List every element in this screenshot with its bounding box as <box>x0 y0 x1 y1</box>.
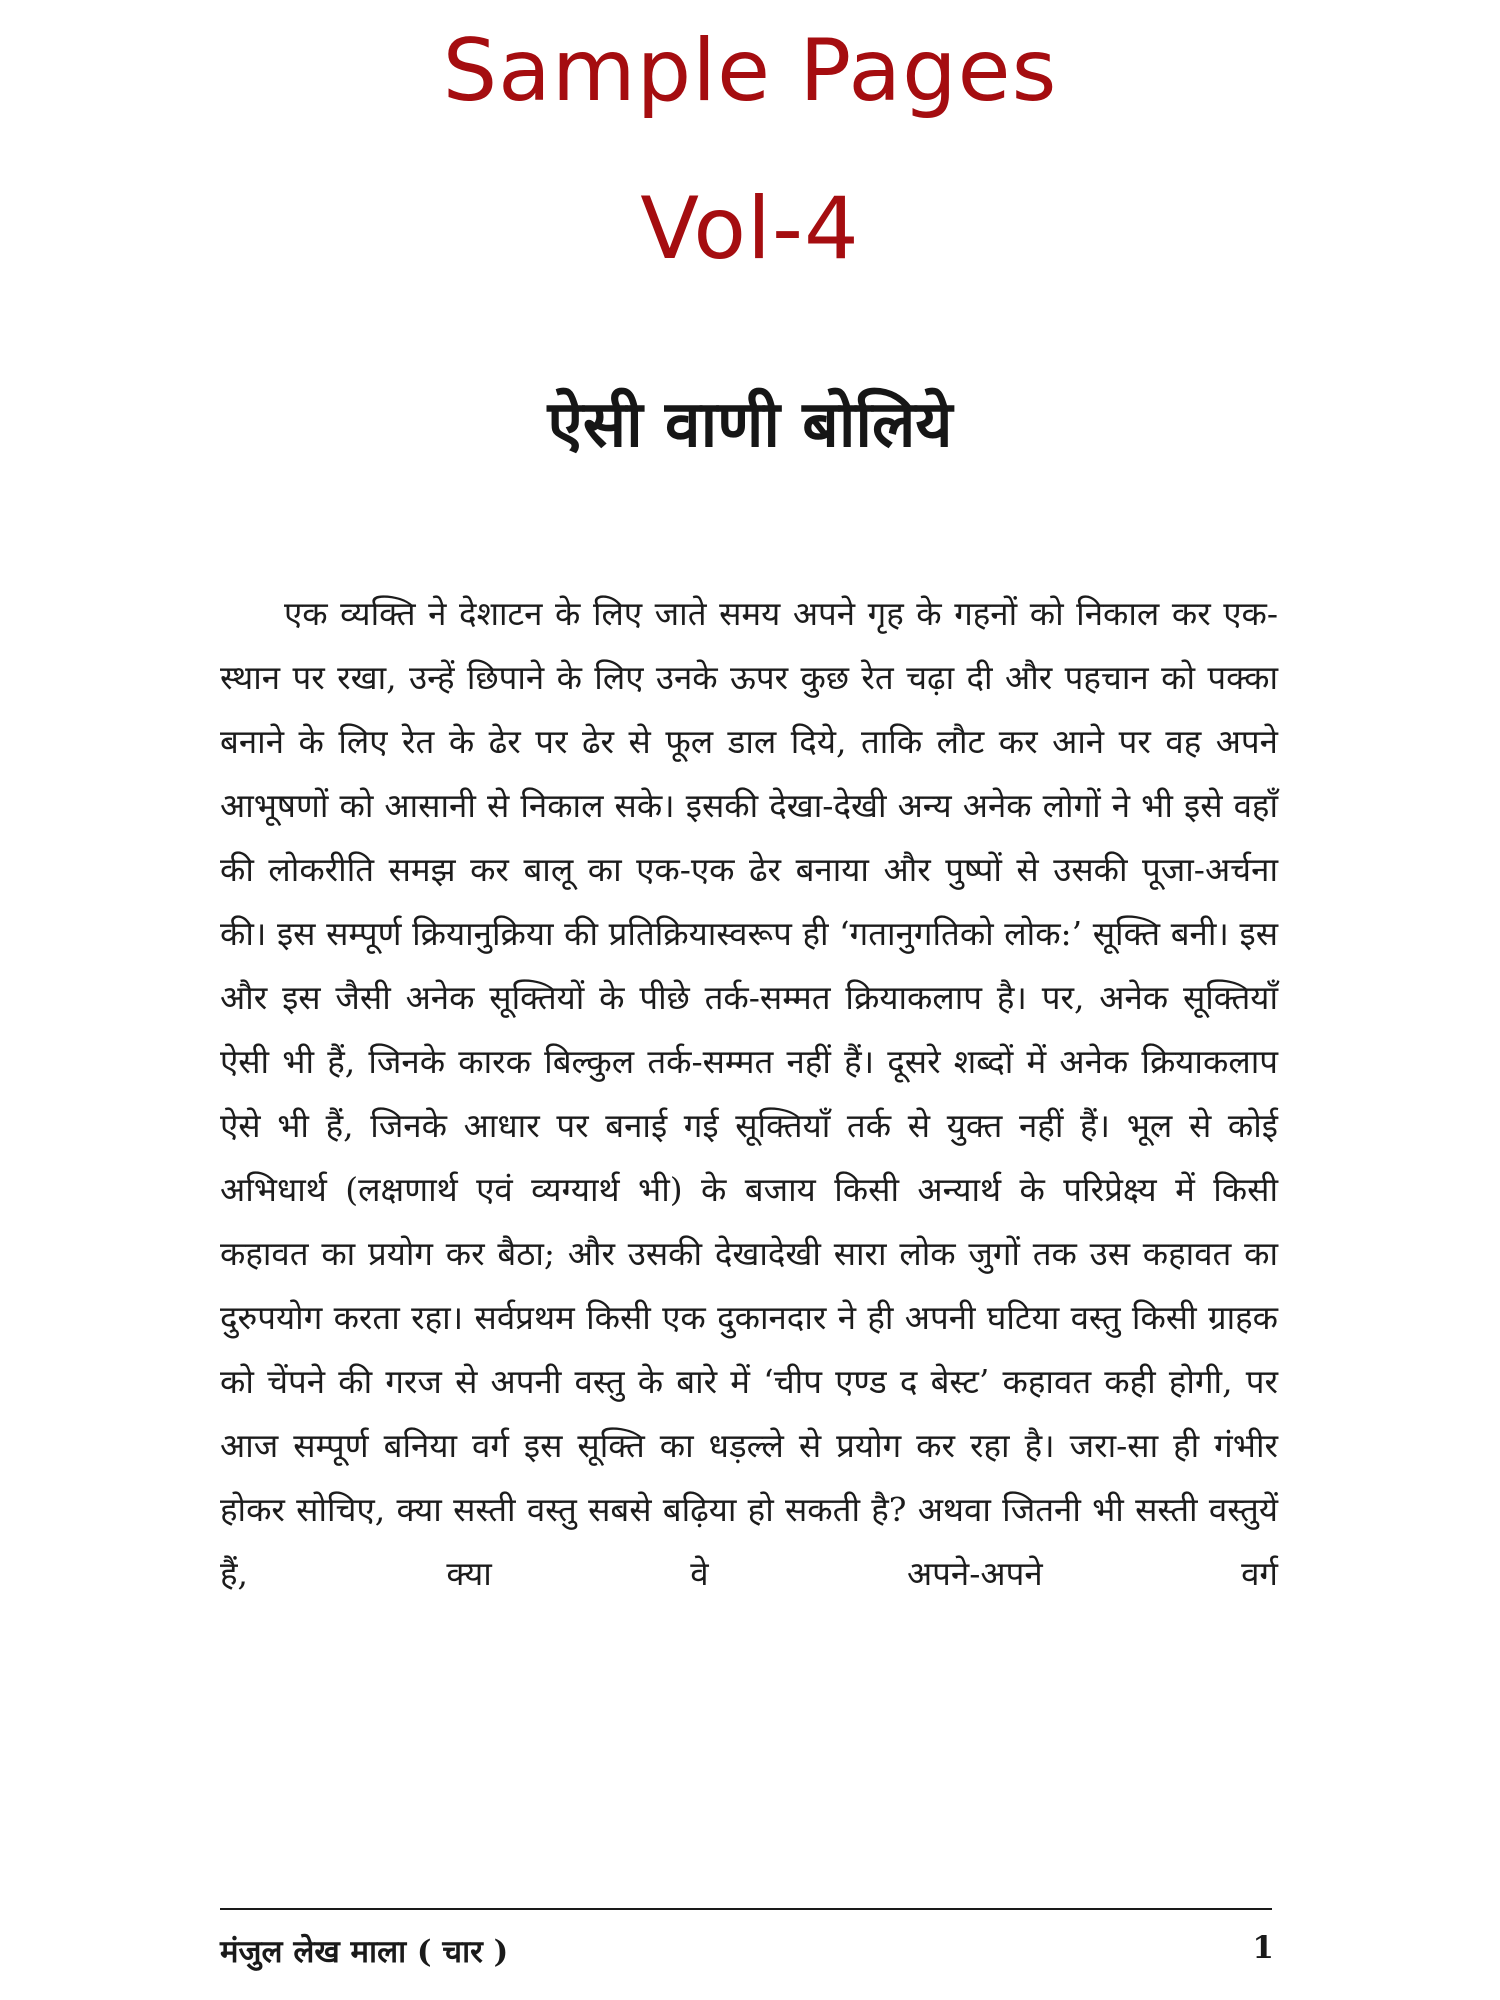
chapter-title: ऐसी वाणी बोलिये <box>547 387 953 462</box>
body-paragraph: एक व्यक्ति ने देशाटन के लिए जाते समय अपने गृह के गहनों को निकाल कर एक-स्थान पर रखा, उन्हें छिपाने के लिए उनके ऊपर कुछ रेत चढ़ा दी और पहचान को पक्का बनाने के लिए रेत के ढेर पर ढेर से फूल डाल दिये, ताकि लौट कर आने पर वह अपने आभूषणों को आसानी से निकाल सके। इसकी देखा-देखी अन्य अनेक लोगों ने भी इसे वहाँ की लोकरीति समझ कर बालू का एक-एक ढेर बनाया और पुष्पों से उसकी पूजा-अर्चना की। इस सम्पूर्ण क्रियानुक्रिया की प्रतिक्रियास्वरूप ही ‘गतानुगतिको लोक:’ सूक्ति बनी। इस और इस जैसी अनेक सूक्तियों के पीछे तर्क-सम्मत क्रियाकलाप है। पर, अनेक सूक्तियाँ ऐसी भी हैं, जिनके कारक बिल्कुल तर्क-सम्मत नहीं हैं। दूसरे शब्दों में अनेक क्रियाकलाप ऐसे भी हैं, जिनके आधार पर बनाई गई सूक्तियाँ तर्क से युक्त नहीं हैं। भूल से कोई अभिधार्थ (लक्षणार्थ एवं व्यग्यार्थ भी) के बजाय किसी अन्यार्थ के परिप्रेक्ष्य में किसी कहावत का प्रयोग कर बैठा; और उसकी देखादेखी सारा लोक जुगों तक उस कहावत का दुरुपयोग करता रहा। सर्वप्रथम किसी एक दुकानदार ने ही अपनी घटिया वस्तु किसी ग्राहक को चेंपने की गरज से अपनी वस्तु के बारे में ‘चीप एण्ड द बेस्ट’ कहावत कही होगी, पर आज सम्पूर्ण बनिया वर्ग इस सूक्ति का धड़ल्ले से प्रयोग कर रहा है। जरा-सा ही गंभीर होकर सोचिए, क्या सस्ती वस्तु सबसे बढ़िया हो सकती है? अथवा जितनी भी सस्ती वस्तुयें हैं, क्या वे अपने-अपने वर्ग <box>220 594 1278 1593</box>
footer-book-title: मंजुल लेख माला ( चार ) <box>220 1934 509 1970</box>
footer-divider <box>220 1908 1272 1910</box>
banner-volume: Vol-4 <box>640 179 860 279</box>
page-number: 1 <box>1252 1930 1274 1966</box>
banner-title: Sample Pages <box>442 21 1058 121</box>
